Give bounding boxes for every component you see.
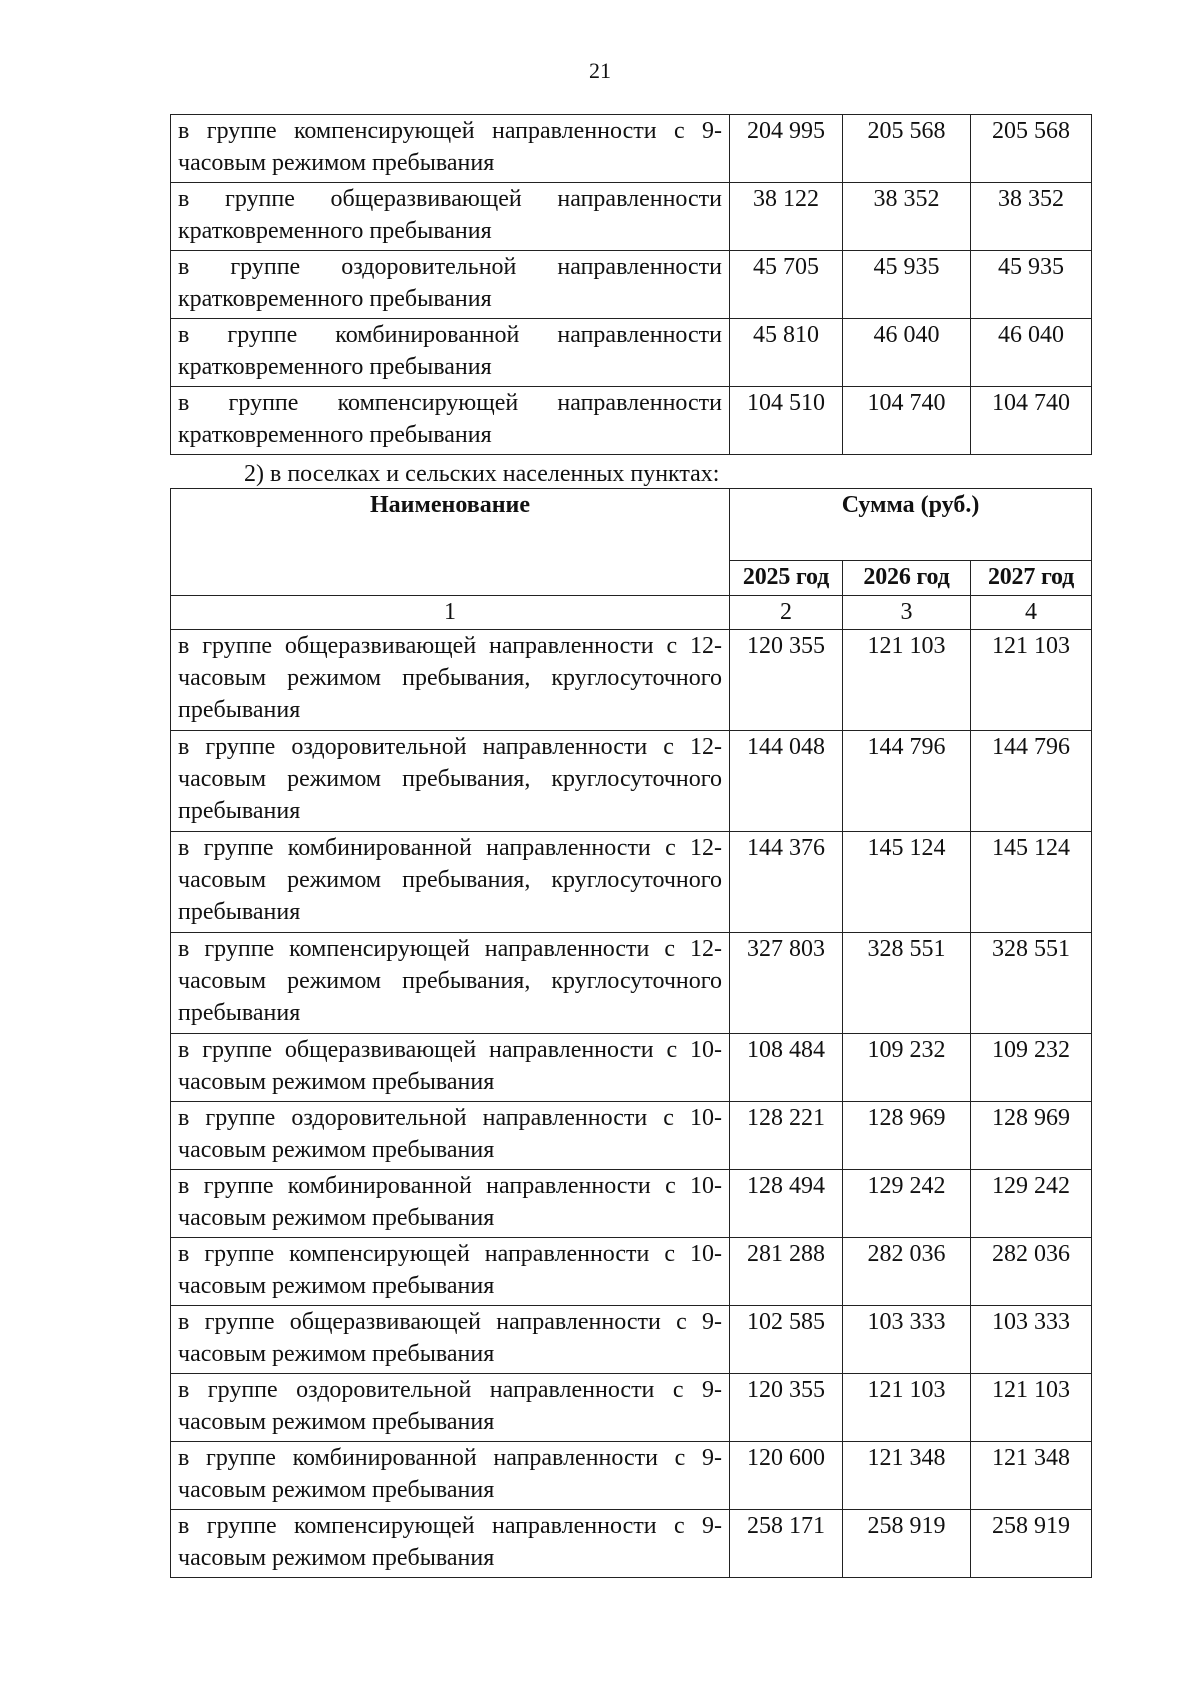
value-2027: 104 740 <box>971 387 1092 455</box>
table-row <box>171 1034 1092 1102</box>
value-2027: 46 040 <box>971 319 1092 387</box>
value-2025: 120 600 <box>730 1442 843 1510</box>
value-2027: 129 242 <box>971 1170 1092 1238</box>
table-row <box>171 1442 1092 1510</box>
row-name: в группе компенсирующей направленности с 10-часовым режимом пребывания <box>171 1238 730 1306</box>
value-2025: 204 995 <box>730 115 843 183</box>
header-year-2025: 2025 год <box>730 561 843 596</box>
value-2025: 45 810 <box>730 319 843 387</box>
table-row <box>171 1374 1092 1442</box>
value-2025: 144 376 <box>730 832 843 933</box>
table-row <box>171 630 1092 731</box>
row-name: в группе общеразвивающей направленности с 10-часовым режимом пребывания <box>171 1034 730 1102</box>
value-2026: 129 242 <box>843 1170 971 1238</box>
table-row <box>171 183 1092 251</box>
value-2026: 258 919 <box>843 1510 971 1578</box>
value-2025: 45 705 <box>730 251 843 319</box>
value-2026: 328 551 <box>843 933 971 1034</box>
value-2026: 38 352 <box>843 183 971 251</box>
row-name: в группе компенсирующей направленности с 9-часовым режимом пребывания <box>171 115 730 183</box>
row-name: в группе компенсирующей направленности кратковременного пребывания <box>171 387 730 455</box>
row-name: в группе комбинированной направленности с 9-часовым режимом пребывания <box>171 1442 730 1510</box>
value-2026: 46 040 <box>843 319 971 387</box>
value-2025: 38 122 <box>730 183 843 251</box>
column-numbers-row <box>171 596 1092 630</box>
table-row <box>171 731 1092 832</box>
row-name: в группе общеразвивающей направленности с 12-часовым режимом пребывания, круглосуточного пребывания <box>171 630 730 731</box>
table-row <box>171 1306 1092 1374</box>
row-name: в группе комбинированной направленности с 12-часовым режимом пребывания, круглосуточного пребывания <box>171 832 730 933</box>
row-name: в группе комбинированной направленности кратковременного пребывания <box>171 319 730 387</box>
value-2026: 109 232 <box>843 1034 971 1102</box>
value-2027: 258 919 <box>971 1510 1092 1578</box>
table-header-row <box>171 489 1092 561</box>
page-number: 21 <box>589 58 611 83</box>
header-name: Наименование <box>171 489 730 596</box>
value-2027: 121 348 <box>971 1442 1092 1510</box>
value-2027: 109 232 <box>971 1034 1092 1102</box>
value-2025: 144 048 <box>730 731 843 832</box>
value-2025: 120 355 <box>730 1374 843 1442</box>
section-heading: 2) в поселках и сельских населенных пунктах: <box>244 461 720 487</box>
value-2025: 108 484 <box>730 1034 843 1102</box>
header-year-2027: 2027 год <box>971 561 1092 596</box>
table-row <box>171 1102 1092 1170</box>
value-2025: 128 221 <box>730 1102 843 1170</box>
table-row <box>171 251 1092 319</box>
row-name: в группе оздоровительной направленности с 9-часовым режимом пребывания <box>171 1374 730 1442</box>
value-2026: 104 740 <box>843 387 971 455</box>
header-sum: Сумма (руб.) <box>730 489 1092 561</box>
value-2025: 281 288 <box>730 1238 843 1306</box>
value-2026: 282 036 <box>843 1238 971 1306</box>
table-row <box>171 319 1092 387</box>
value-2026: 144 796 <box>843 731 971 832</box>
value-2027: 121 103 <box>971 630 1092 731</box>
table-row <box>171 933 1092 1034</box>
value-2026: 121 103 <box>843 630 971 731</box>
row-name: в группе комбинированной направленности с 10-часовым режимом пребывания <box>171 1170 730 1238</box>
column-number: 3 <box>843 596 971 630</box>
value-2025: 327 803 <box>730 933 843 1034</box>
table-row <box>171 1238 1092 1306</box>
row-name: в группе общеразвивающей направленности с 9-часовым режимом пребывания <box>171 1306 730 1374</box>
row-name: в группе компенсирующей направленности с 12-часовым режимом пребывания, круглосуточного пребывания <box>171 933 730 1034</box>
value-2027: 144 796 <box>971 731 1092 832</box>
value-2027: 121 103 <box>971 1374 1092 1442</box>
column-number: 2 <box>730 596 843 630</box>
table-row <box>171 832 1092 933</box>
value-2026: 128 969 <box>843 1102 971 1170</box>
value-2027: 38 352 <box>971 183 1092 251</box>
value-2027: 205 568 <box>971 115 1092 183</box>
table-row <box>171 1170 1092 1238</box>
value-2025: 258 171 <box>730 1510 843 1578</box>
value-2025: 128 494 <box>730 1170 843 1238</box>
value-2027: 128 969 <box>971 1102 1092 1170</box>
value-2026: 205 568 <box>843 115 971 183</box>
value-2027: 282 036 <box>971 1238 1092 1306</box>
column-number: 1 <box>171 596 730 630</box>
value-2025: 120 355 <box>730 630 843 731</box>
column-number: 4 <box>971 596 1092 630</box>
value-2025: 104 510 <box>730 387 843 455</box>
value-2027: 328 551 <box>971 933 1092 1034</box>
value-2027: 103 333 <box>971 1306 1092 1374</box>
value-2026: 103 333 <box>843 1306 971 1374</box>
table-row <box>171 115 1092 183</box>
value-2026: 45 935 <box>843 251 971 319</box>
value-2026: 121 348 <box>843 1442 971 1510</box>
table-row <box>171 1510 1092 1578</box>
header-year-2026: 2026 год <box>843 561 971 596</box>
value-2025: 102 585 <box>730 1306 843 1374</box>
row-name: в группе оздоровительной направленности кратковременного пребывания <box>171 251 730 319</box>
value-2026: 145 124 <box>843 832 971 933</box>
row-name: в группе оздоровительной направленности с 12-часовым режимом пребывания, круглосуточного пребывания <box>171 731 730 832</box>
table-row <box>171 387 1092 455</box>
row-name: в группе общеразвивающей направленности кратковременного пребывания <box>171 183 730 251</box>
rural-tariff-table <box>170 488 1092 1578</box>
row-name: в группе оздоровительной направленности с 10-часовым режимом пребывания <box>171 1102 730 1170</box>
value-2027: 45 935 <box>971 251 1092 319</box>
continued-tariff-table <box>170 114 1092 455</box>
value-2027: 145 124 <box>971 832 1092 933</box>
value-2026: 121 103 <box>843 1374 971 1442</box>
row-name: в группе компенсирующей направленности с 9-часовым режимом пребывания <box>171 1510 730 1578</box>
